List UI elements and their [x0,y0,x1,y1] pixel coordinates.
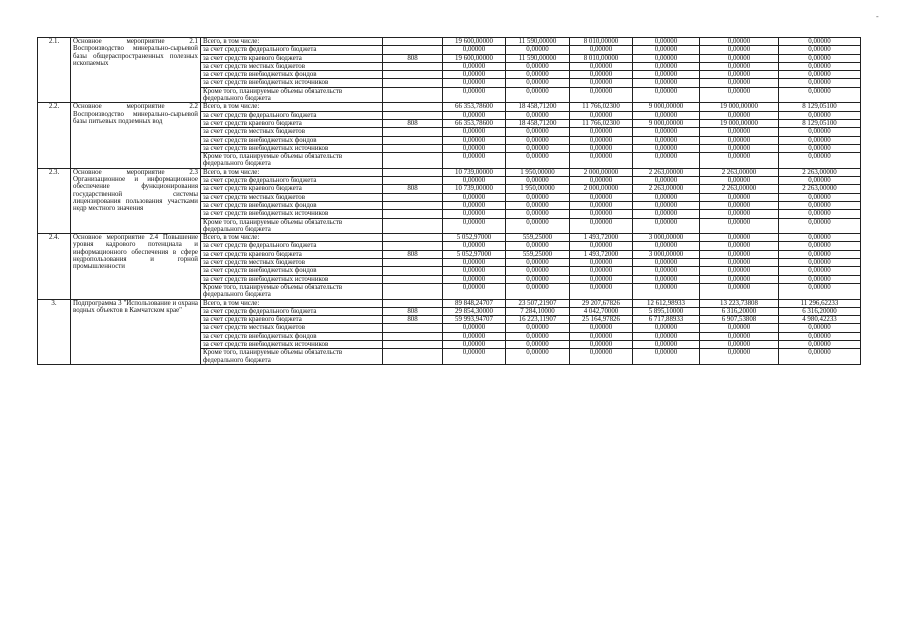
table-row [38,38,861,46]
amount-cell: 0,00000 [570,340,633,348]
amount-cell: 0,00000 [779,340,861,348]
amount-cell: 0,00000 [633,144,700,152]
funding-source: за счет средств внебюджетных источников [201,210,383,218]
funding-source: за счет средств местных бюджетов [201,128,383,136]
amount-cell: 0,00000 [506,87,570,103]
amount-cell: 9 000,00000 [633,103,700,111]
amount-cell: 0,00000 [443,87,506,103]
budget-code [383,259,443,267]
amount-cell: 0,00000 [700,349,779,365]
funding-source: за счет средств внебюджетных источников [201,144,383,152]
funding-source: Кроме того, планируемые объемы обязательств федерального бюджета [201,349,383,365]
amount-cell: 0,00000 [506,340,570,348]
amount-cell: 0,00000 [633,349,700,365]
funding-source: за счет средств внебюджетных фондов [201,267,383,275]
amount-cell: 0,00000 [779,250,861,258]
amount-cell: 0,00000 [779,193,861,201]
table-body [38,38,861,365]
amount-cell: 0,00000 [506,324,570,332]
amount-cell: 6 717,88933 [633,316,700,324]
amount-cell: 0,00000 [700,193,779,201]
amount-cell: 0,00000 [700,46,779,54]
funding-source: Всего, в том числе: [201,168,383,176]
amount-cell: 0,00000 [700,242,779,250]
amount-cell: 0,00000 [633,201,700,209]
amount-cell: 0,00000 [506,71,570,79]
amount-cell: 0,00000 [443,340,506,348]
amount-cell: 0,00000 [779,38,861,46]
amount-cell: 66 353,78600 [443,103,506,111]
amount-cell: 0,00000 [779,218,861,234]
funding-source: Всего, в том числе: [201,299,383,307]
budget-code [383,324,443,332]
amount-cell: 19 000,00000 [700,119,779,127]
amount-cell: 0,00000 [633,136,700,144]
amount-cell: 0,00000 [506,177,570,185]
amount-cell: 13 223,73808 [700,299,779,307]
amount-cell: 0,00000 [779,153,861,169]
amount-cell: 0,00000 [570,62,633,70]
amount-cell: 0,00000 [570,242,633,250]
amount-cell: 0,00000 [506,79,570,87]
amount-cell: 0,00000 [570,218,633,234]
funding-source: за счет средств федерального бюджета [201,177,383,185]
funding-source: Всего, в том числе: [201,38,383,46]
funding-source: за счет средств федерального бюджета [201,242,383,250]
amount-cell: 0,00000 [443,71,506,79]
amount-cell: 0,00000 [506,136,570,144]
amount-cell: 0,00000 [570,201,633,209]
amount-cell: 3 000,00000 [633,234,700,242]
budget-table-sheet [37,37,839,365]
amount-cell: 0,00000 [506,283,570,299]
amount-cell: 0,00000 [700,250,779,258]
section-name: Основное мероприятие 2.2 Воспроизводство минерально-сырьевой базы питьевых подземных вод [71,103,201,168]
amount-cell: 19 600,00000 [443,54,506,62]
funding-source: за счет средств краевого бюджета [201,54,383,62]
amount-cell: 0,00000 [506,46,570,54]
amount-cell: 0,00000 [700,201,779,209]
funding-source: за счет средств местных бюджетов [201,193,383,201]
amount-cell: 0,00000 [506,144,570,152]
funding-source: за счет средств внебюджетных фондов [201,71,383,79]
funding-source: Всего, в том числе: [201,103,383,111]
amount-cell: 0,00000 [506,259,570,267]
amount-cell: 0,00000 [570,210,633,218]
funding-source: за счет средств краевого бюджета [201,119,383,127]
amount-cell: 19 000,00000 [700,103,779,111]
section-number: 2.3. [38,168,71,233]
amount-cell: 0,00000 [633,267,700,275]
amount-cell: 10 739,00000 [443,185,506,193]
budget-code [383,144,443,152]
amount-cell: 23 507,21907 [506,299,570,307]
amount-cell: 8 010,00000 [570,54,633,62]
amount-cell: 7 284,10000 [506,307,570,315]
amount-cell: 0,00000 [633,38,700,46]
amount-cell: 0,00000 [700,218,779,234]
budget-code [383,38,443,46]
amount-cell: 559,25000 [506,234,570,242]
amount-cell: 0,00000 [700,210,779,218]
section-number: 2.1. [38,38,71,103]
amount-cell: 0,00000 [506,128,570,136]
amount-cell: 8 010,00000 [570,38,633,46]
amount-cell: 0,00000 [570,275,633,283]
amount-cell: 6 316,20000 [779,307,861,315]
amount-cell: 0,00000 [633,340,700,348]
funding-source: за счет средств внебюджетных фондов [201,136,383,144]
amount-cell: 0,00000 [633,193,700,201]
amount-cell: 0,00000 [700,234,779,242]
amount-cell: 0,00000 [700,177,779,185]
amount-cell: 0,00000 [443,210,506,218]
amount-cell: 11 296,62233 [779,299,861,307]
amount-cell: 0,00000 [700,128,779,136]
amount-cell: 10 739,00000 [443,168,506,176]
funding-source: за счет средств внебюджетных источников [201,275,383,283]
amount-cell: 0,00000 [506,111,570,119]
funding-source: за счет средств краевого бюджета [201,185,383,193]
funding-source: за счет средств краевого бюджета [201,316,383,324]
amount-cell: 2 000,00000 [570,168,633,176]
budget-code: 808 [383,316,443,324]
amount-cell: 0,00000 [633,275,700,283]
amount-cell: 2 000,00000 [570,185,633,193]
budget-code [383,153,443,169]
amount-cell: 0,00000 [700,267,779,275]
amount-cell: 0,00000 [633,54,700,62]
amount-cell: 0,00000 [700,38,779,46]
amount-cell: 0,00000 [570,259,633,267]
budget-code [383,201,443,209]
budget-code [383,299,443,307]
amount-cell: 89 848,24707 [443,299,506,307]
corner-mark: - [876,12,879,21]
funding-source: за счет средств федерального бюджета [201,307,383,315]
amount-cell: 0,00000 [779,275,861,283]
amount-cell: 29 854,30000 [443,307,506,315]
funding-source: за счет средств федерального бюджета [201,111,383,119]
amount-cell: 0,00000 [506,332,570,340]
amount-cell: 0,00000 [570,193,633,201]
section-name: Основное мероприятие 2.3 Организационное и информационное обеспечение функционирования государственной системы лицензирования пользования участками недр местного значения [71,168,201,233]
budget-code [383,128,443,136]
amount-cell: 5 052,97000 [443,250,506,258]
amount-cell: 0,00000 [506,267,570,275]
budget-code [383,111,443,119]
amount-cell: 0,00000 [443,242,506,250]
amount-cell: 0,00000 [779,62,861,70]
amount-cell: 0,00000 [506,193,570,201]
funding-source: за счет средств внебюджетных источников [201,79,383,87]
amount-cell: 0,00000 [443,136,506,144]
amount-cell: 0,00000 [633,283,700,299]
funding-source: за счет средств местных бюджетов [201,324,383,332]
amount-cell: 0,00000 [570,79,633,87]
amount-cell: 0,00000 [506,62,570,70]
budget-code [383,332,443,340]
budget-code [383,242,443,250]
amount-cell: 0,00000 [443,283,506,299]
amount-cell: 0,00000 [633,332,700,340]
section-name: Подпрограмма 3 "Использование и охрана водных объектов в Камчатском крае" [71,299,201,364]
amount-cell: 3 000,00000 [633,250,700,258]
amount-cell: 0,00000 [443,193,506,201]
amount-cell: 0,00000 [570,153,633,169]
budget-code: 808 [383,250,443,258]
amount-cell: 0,00000 [443,62,506,70]
amount-cell: 1 950,00000 [506,168,570,176]
amount-cell: 4 042,70000 [570,307,633,315]
amount-cell: 0,00000 [700,87,779,103]
amount-cell: 0,00000 [779,71,861,79]
amount-cell: 16 223,11907 [506,316,570,324]
amount-cell: 0,00000 [779,144,861,152]
amount-cell: 0,00000 [506,210,570,218]
amount-cell: 29 207,67826 [570,299,633,307]
amount-cell: 0,00000 [700,259,779,267]
table-row [38,234,861,242]
amount-cell: 0,00000 [633,79,700,87]
amount-cell: 18 458,71200 [506,119,570,127]
amount-cell: 0,00000 [779,87,861,103]
amount-cell: 0,00000 [506,349,570,365]
budget-code: 808 [383,307,443,315]
table-row [38,103,861,111]
amount-cell: 0,00000 [700,332,779,340]
budget-code [383,210,443,218]
budget-code [383,103,443,111]
amount-cell: 0,00000 [570,128,633,136]
funding-source: за счет средств внебюджетных фондов [201,201,383,209]
amount-cell: 0,00000 [570,111,633,119]
amount-cell: 0,00000 [443,128,506,136]
amount-cell: 0,00000 [700,71,779,79]
amount-cell: 2 263,00000 [700,168,779,176]
amount-cell: 0,00000 [633,177,700,185]
amount-cell: 0,00000 [633,259,700,267]
budget-code: 808 [383,119,443,127]
amount-cell: 0,00000 [443,79,506,87]
amount-cell: 0,00000 [443,275,506,283]
amount-cell: 0,00000 [633,71,700,79]
section-number: 2.4. [38,234,71,299]
budget-code: 808 [383,54,443,62]
amount-cell: 0,00000 [506,275,570,283]
budget-code [383,218,443,234]
funding-source: Кроме того, планируемые объемы обязательств федерального бюджета [201,87,383,103]
amount-cell: 11 766,02300 [570,119,633,127]
amount-cell: 0,00000 [506,242,570,250]
amount-cell: 1 950,00000 [506,185,570,193]
amount-cell: 25 164,97826 [570,316,633,324]
amount-cell: 66 353,78600 [443,119,506,127]
amount-cell: 0,00000 [700,283,779,299]
amount-cell: 0,00000 [779,267,861,275]
amount-cell: 0,00000 [443,218,506,234]
amount-cell: 0,00000 [443,259,506,267]
amount-cell: 0,00000 [633,62,700,70]
section-name: Основное мероприятие 2.4 Повышение уровня кадрового потенциала и информационного обеспечения в сфере недропользования и горной промышленности [71,234,201,299]
amount-cell: 5 052,97000 [443,234,506,242]
amount-cell: 0,00000 [570,177,633,185]
amount-cell: 2 263,00000 [700,185,779,193]
amount-cell: 0,00000 [443,153,506,169]
amount-cell: 0,00000 [779,349,861,365]
funding-source: Кроме того, планируемые объемы обязательств федерального бюджета [201,283,383,299]
amount-cell: 0,00000 [779,283,861,299]
amount-cell: 0,00000 [570,87,633,103]
amount-cell: 2 263,00000 [779,185,861,193]
funding-source: Кроме того, планируемые объемы обязательств федерального бюджета [201,153,383,169]
budget-code [383,87,443,103]
funding-source: Кроме того, планируемые объемы обязательств федерального бюджета [201,218,383,234]
amount-cell: 0,00000 [570,46,633,54]
funding-source: за счет средств краевого бюджета [201,250,383,258]
amount-cell: 2 263,00000 [779,168,861,176]
amount-cell: 0,00000 [443,144,506,152]
budget-code [383,62,443,70]
amount-cell: 0,00000 [779,234,861,242]
amount-cell: 0,00000 [779,79,861,87]
amount-cell: 0,00000 [700,79,779,87]
amount-cell: 0,00000 [570,136,633,144]
funding-source: за счет средств внебюджетных фондов [201,332,383,340]
budget-code: 808 [383,185,443,193]
amount-cell: 12 612,98933 [633,299,700,307]
amount-cell: 0,00000 [779,324,861,332]
budget-code [383,234,443,242]
amount-cell: 0,00000 [570,71,633,79]
amount-cell: 11 590,00000 [506,54,570,62]
amount-cell: 0,00000 [570,144,633,152]
amount-cell: 0,00000 [633,153,700,169]
amount-cell: 0,00000 [700,62,779,70]
amount-cell: 6 907,53808 [700,316,779,324]
amount-cell: 11 766,02300 [570,103,633,111]
amount-cell: 59 993,94707 [443,316,506,324]
amount-cell: 0,00000 [633,111,700,119]
amount-cell: 0,00000 [443,332,506,340]
amount-cell: 1 493,72000 [570,234,633,242]
amount-cell: 0,00000 [506,201,570,209]
table-row [38,168,861,176]
funding-source: за счет средств местных бюджетов [201,259,383,267]
amount-cell: 0,00000 [633,128,700,136]
amount-cell: 0,00000 [633,46,700,54]
amount-cell: 0,00000 [779,177,861,185]
budget-code [383,71,443,79]
amount-cell: 0,00000 [570,332,633,340]
budget-code [383,79,443,87]
budget-code [383,193,443,201]
amount-cell: 0,00000 [779,201,861,209]
amount-cell: 0,00000 [779,259,861,267]
amount-cell: 11 590,00000 [506,38,570,46]
funding-source: Всего, в том числе: [201,234,383,242]
amount-cell: 0,00000 [779,54,861,62]
amount-cell: 8 129,05100 [779,103,861,111]
amount-cell: 0,00000 [700,340,779,348]
amount-cell: 0,00000 [633,210,700,218]
amount-cell: 0,00000 [633,242,700,250]
section-name: Основное мероприятие 2.1 Воспроизводство минерально-сырьевой базы общераспространенных полезных ископаемых [71,38,201,103]
amount-cell: 0,00000 [779,332,861,340]
table-row [38,299,861,307]
amount-cell: 0,00000 [779,136,861,144]
amount-cell: 0,00000 [633,218,700,234]
budget-code [383,267,443,275]
budget-table [37,37,861,365]
amount-cell: 0,00000 [570,283,633,299]
amount-cell: 0,00000 [779,128,861,136]
amount-cell: 0,00000 [570,349,633,365]
amount-cell: 0,00000 [443,46,506,54]
budget-code [383,340,443,348]
amount-cell: 2 263,00000 [633,168,700,176]
funding-source: за счет средств внебюджетных источников [201,340,383,348]
amount-cell: 0,00000 [633,324,700,332]
amount-cell: 0,00000 [443,267,506,275]
amount-cell: 6 316,20000 [700,307,779,315]
section-number: 2.2. [38,103,71,168]
funding-source: за счет средств федерального бюджета [201,46,383,54]
amount-cell: 18 458,71200 [506,103,570,111]
amount-cell: 5 895,10000 [633,307,700,315]
amount-cell: 0,00000 [506,218,570,234]
amount-cell: 8 129,05100 [779,119,861,127]
amount-cell: 9 000,00000 [633,119,700,127]
amount-cell: 0,00000 [443,324,506,332]
amount-cell: 0,00000 [700,136,779,144]
funding-source: за счет средств местных бюджетов [201,62,383,70]
amount-cell: 0,00000 [700,153,779,169]
budget-code [383,275,443,283]
budget-code [383,168,443,176]
amount-cell: 4 980,42233 [779,316,861,324]
budget-code [383,283,443,299]
amount-cell: 0,00000 [700,275,779,283]
section-number: 3. [38,299,71,364]
amount-cell: 0,00000 [779,242,861,250]
amount-cell: 0,00000 [443,349,506,365]
amount-cell: 0,00000 [443,111,506,119]
amount-cell: 0,00000 [570,267,633,275]
amount-cell: 0,00000 [700,324,779,332]
amount-cell: 2 263,00000 [633,185,700,193]
amount-cell: 0,00000 [700,144,779,152]
amount-cell: 0,00000 [779,46,861,54]
amount-cell: 0,00000 [779,210,861,218]
budget-code [383,349,443,365]
amount-cell: 0,00000 [700,54,779,62]
amount-cell: 19 600,00000 [443,38,506,46]
amount-cell: 0,00000 [700,111,779,119]
amount-cell: 0,00000 [443,177,506,185]
amount-cell: 0,00000 [570,324,633,332]
amount-cell: 559,25000 [506,250,570,258]
budget-code [383,136,443,144]
amount-cell: 0,00000 [633,87,700,103]
budget-code [383,46,443,54]
amount-cell: 1 493,72000 [570,250,633,258]
amount-cell: 0,00000 [779,111,861,119]
budget-code [383,177,443,185]
amount-cell: 0,00000 [506,153,570,169]
amount-cell: 0,00000 [443,201,506,209]
